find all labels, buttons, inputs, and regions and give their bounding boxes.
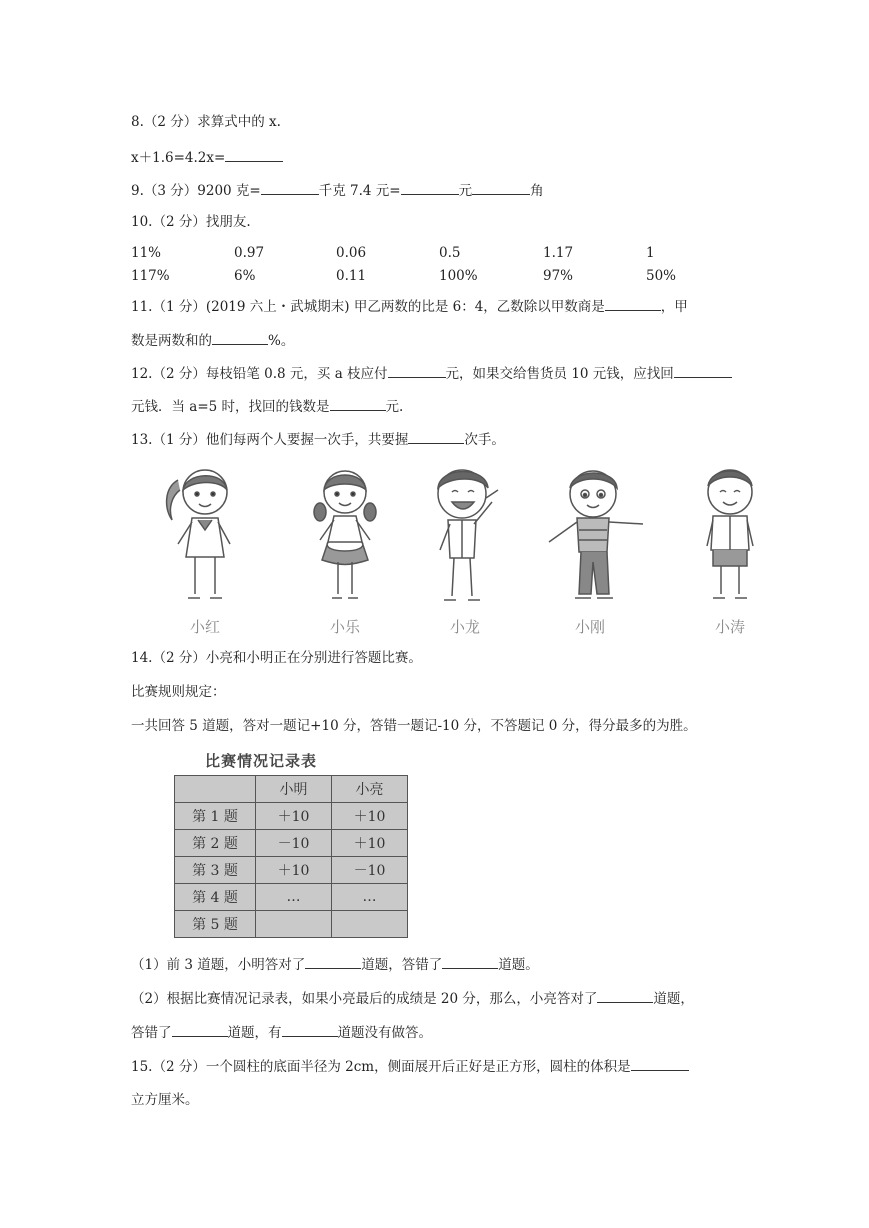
table-cell: －10 (256, 830, 332, 857)
q10-cell: 100% (439, 268, 478, 284)
q9-text-d: 角 (530, 183, 544, 199)
q14-p2-text-d: 道题，有 (227, 1025, 282, 1041)
q11-text-d: %。 (268, 333, 295, 349)
table-cell: －10 (332, 857, 408, 884)
table-row (175, 803, 408, 830)
girl-figure-icon (290, 462, 400, 612)
q9-line (131, 180, 544, 201)
kid-xiaotao (675, 462, 785, 637)
q14-rule-title: 比赛规则规定： (131, 684, 226, 700)
q10-cell: 97% (543, 268, 574, 284)
table-cell: ＋10 (256, 857, 332, 884)
q14-part1 (131, 954, 539, 975)
table-cell (256, 911, 332, 938)
q12-blank-pay[interactable] (388, 363, 446, 378)
q8-equation: x＋1.6=4.2x= (131, 150, 226, 166)
table-cell (332, 911, 408, 938)
record-table (174, 775, 408, 938)
table-cell: 第 4 题 (175, 884, 256, 911)
q14-p1-text-b: 道题，答错了 (361, 957, 443, 973)
kid-name: 小乐 (329, 618, 360, 636)
q10-cell: 0.97 (234, 245, 265, 261)
kid-xiaole (290, 462, 400, 637)
q10-cell: 50% (646, 268, 677, 284)
q10-cell: 0.5 (439, 245, 461, 261)
q14-p2-text-a: （2）根据比赛情况记录表，如果小亮最后的成绩是 20 分，那么，小亮答对了 (131, 991, 598, 1007)
table-cell: ＋10 (332, 803, 408, 830)
q15-blank-volume[interactable] (631, 1056, 689, 1071)
q11-text-b: ，甲 (660, 299, 688, 315)
q13-text-b: 次手。 (464, 432, 505, 448)
q11-line-1 (131, 296, 688, 317)
q14-p2-blank-unanswered[interactable] (282, 1022, 338, 1037)
q13-blank-handshakes[interactable] (408, 429, 464, 444)
table-cell: 第 1 题 (175, 803, 256, 830)
q14-p1-text-c: 道题。 (498, 957, 539, 973)
table-cell: ＋10 (332, 830, 408, 857)
table-cell: … (332, 884, 408, 911)
q11-blank-percent[interactable] (212, 330, 268, 345)
table-header-cell: 小亮 (332, 776, 408, 803)
q12-blank-change-a5[interactable] (330, 396, 386, 411)
q11-text-a: 11.（1 分）(2019 六上・武城期末) 甲乙两数的比是 6：4，乙数除以甲数商是 (131, 299, 605, 315)
kid-xiaohong (150, 462, 260, 637)
table-cell: 第 5 题 (175, 911, 256, 938)
q10-cell: 11% (131, 245, 162, 261)
girl-figure-icon (150, 462, 260, 612)
kid-name: 小龙 (449, 618, 480, 636)
kids-illustration (150, 462, 790, 637)
q10-cell: 6% (234, 268, 256, 284)
kid-xiaolong (410, 462, 520, 637)
table-header-cell: 小明 (256, 776, 332, 803)
q11-blank-quotient[interactable] (605, 296, 661, 311)
q12-line-1 (131, 363, 732, 384)
q14-rule: 一共回答 5 道题，答对一题记+10 分，答错一题记-10 分，不答题记 0 分，得分最多的为胜。 (131, 718, 697, 734)
q14-part2-line1 (131, 988, 694, 1009)
kid-name: 小红 (189, 618, 220, 636)
boy-figure-icon (410, 462, 520, 612)
q10-cell: 117% (131, 268, 170, 284)
q9-blank-kg[interactable] (261, 180, 319, 195)
table-row (175, 830, 408, 857)
q9-blank-yuan[interactable] (401, 180, 459, 195)
q13-line (131, 429, 505, 450)
q15-text-a: 15.（2 分）一个圆柱的底面半径为 2cm，侧面展开后正好是正方形，圆柱的体积是 (131, 1059, 631, 1075)
q9-text-a: 9.（3 分）9200 克= (131, 183, 261, 199)
boy-figure-icon (535, 462, 655, 612)
q9-text-b: 千克 7.4 元= (318, 183, 401, 199)
q12-text-d: 元. (385, 399, 404, 415)
q14-p2-blank-correct[interactable] (597, 988, 653, 1003)
q11-line-2 (131, 330, 294, 351)
q14-p2-text-b: 道题， (653, 991, 694, 1007)
q14-p1-text-a: （1）前 3 道题，小明答对了 (131, 957, 306, 973)
q14-p1-blank-correct[interactable] (305, 954, 361, 969)
kid-name: 小涛 (714, 618, 745, 636)
q14-heading: 14.（2 分）小亮和小明正在分别进行答题比赛。 (131, 650, 422, 666)
kid-xiaogang (535, 462, 645, 637)
table-header-row (175, 776, 408, 803)
q9-blank-jiao[interactable] (472, 180, 530, 195)
kid-name: 小刚 (574, 618, 605, 636)
q10-cell: 0.11 (336, 268, 367, 284)
q14-p2-text-e: 道题没有做答。 (337, 1025, 432, 1041)
q14-p2-text-c: 答错了 (131, 1025, 172, 1041)
q15-line-1 (131, 1056, 689, 1077)
q14-part2-line2 (131, 1022, 432, 1043)
record-table-title: 比赛情况记录表 (205, 752, 318, 770)
table-cell: … (256, 884, 332, 911)
q8-answer-blank[interactable] (225, 147, 283, 162)
q8-heading: 8.（2 分）求算式中的 x. (131, 114, 281, 130)
table-row (175, 884, 408, 911)
table-cell: ＋10 (256, 803, 332, 830)
q10-cell: 0.06 (336, 245, 367, 261)
table-row (175, 857, 408, 884)
table-row (175, 911, 408, 938)
q12-text-a: 12.（2 分）每枝铅笔 0.8 元，买 a 枝应付 (131, 366, 388, 382)
q12-blank-change[interactable] (674, 363, 732, 378)
q14-p1-blank-wrong[interactable] (442, 954, 498, 969)
table-header-cell (175, 776, 256, 803)
q8-equation-line (131, 147, 283, 168)
q10-heading: 10.（2 分）找朋友. (131, 214, 251, 230)
table-cell: 第 2 题 (175, 830, 256, 857)
q13-text-a: 13.（1 分）他们每两个人要握一次手，共要握 (131, 432, 409, 448)
q12-line-2 (131, 396, 403, 417)
q15-line-2: 立方厘米。 (131, 1092, 199, 1108)
table-cell: 第 3 题 (175, 857, 256, 884)
q10-cell: 1.17 (543, 245, 574, 261)
q14-p2-blank-wrong[interactable] (172, 1022, 228, 1037)
q9-text-c: 元 (458, 183, 473, 199)
q12-text-b: 元，如果交给售货员 10 元钱，应找回 (445, 366, 674, 382)
q10-cell: 1 (646, 245, 655, 261)
q11-text-c: 数是两数和的 (131, 333, 212, 349)
q12-text-c: 元钱．当 a=5 时，找回的钱数是 (131, 399, 330, 415)
boy-figure-icon (675, 462, 785, 612)
